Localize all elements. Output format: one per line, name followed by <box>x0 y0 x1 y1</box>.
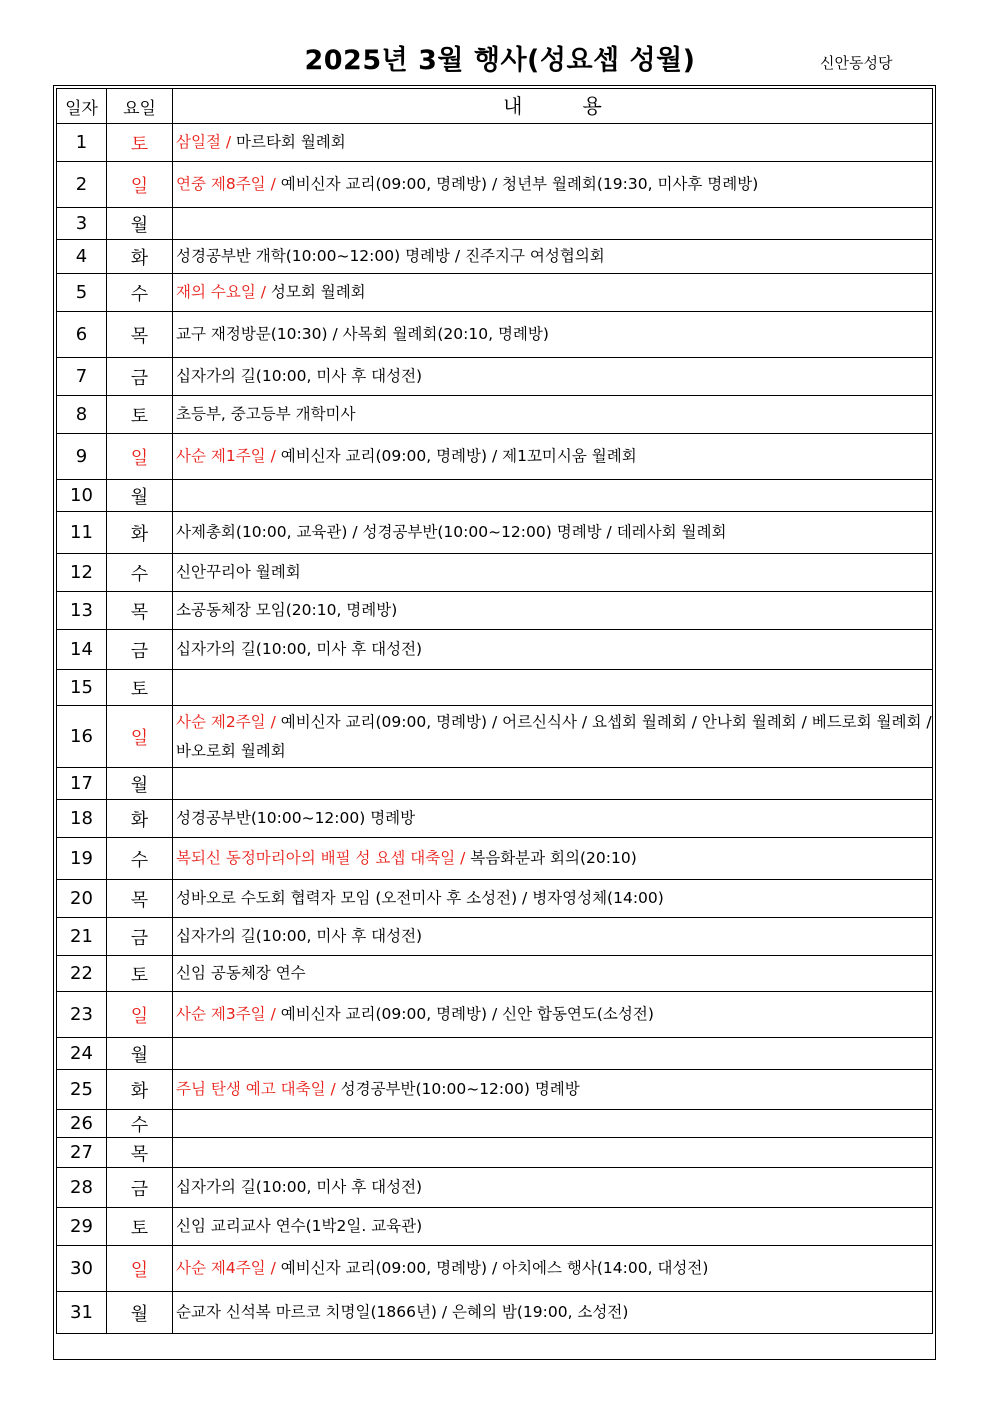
table-row <box>57 670 933 706</box>
event-cell <box>173 1110 933 1138</box>
day-cell: 15 <box>57 670 107 706</box>
day-cell: 30 <box>57 1246 107 1292</box>
liturgical-day: 사순 제4주일 / <box>176 1259 281 1277</box>
event-cell <box>173 1168 933 1208</box>
event-text: 성경공부반 개학(10:00~12:00) 명례방 / 진주지구 여성협의회 <box>176 247 605 265</box>
event-cell <box>173 1292 933 1334</box>
weekday-cell: 화 <box>107 512 173 554</box>
table-row <box>57 800 933 838</box>
event-text: 성모회 월례회 <box>270 283 366 301</box>
day-cell: 9 <box>57 434 107 480</box>
event-cell <box>173 1070 933 1110</box>
table-row <box>57 956 933 992</box>
weekday-cell: 수 <box>107 1110 173 1138</box>
day-cell: 24 <box>57 1038 107 1070</box>
day-cell: 16 <box>57 706 107 768</box>
table-row <box>57 1138 933 1168</box>
day-cell: 12 <box>57 554 107 592</box>
table-row <box>57 312 933 358</box>
event-cell <box>173 956 933 992</box>
event-cell <box>173 512 933 554</box>
header-day: 일자 <box>57 89 107 124</box>
event-cell <box>173 434 933 480</box>
event-text: 십자가의 길(10:00, 미사 후 대성전) <box>176 927 423 945</box>
event-cell <box>173 1038 933 1070</box>
table-row <box>57 434 933 480</box>
event-text: 예비신자 교리(09:00, 명례방) / 어르신식사 / 요셉회 월례회 / 안나회 월례회 / 베드로회 월례회 / 바오로회 월례회 <box>176 712 932 760</box>
event-cell <box>173 240 933 274</box>
event-text: 복음화분과 회의(20:10) <box>470 849 637 867</box>
header-content: 내용 <box>173 89 933 124</box>
table-row <box>57 1038 933 1070</box>
event-text: 성바오로 수도회 협력자 모임 (오전미사 후 소성전) / 병자영성체(14:00) <box>176 889 664 907</box>
liturgical-day: 사순 제3주일 / <box>176 1005 281 1023</box>
day-cell: 6 <box>57 312 107 358</box>
event-cell <box>173 1138 933 1168</box>
table-header-row <box>57 89 933 124</box>
event-cell <box>173 630 933 670</box>
parish-name: 신안동성당 <box>820 54 893 72</box>
table-row <box>57 162 933 208</box>
day-cell: 31 <box>57 1292 107 1334</box>
event-cell <box>173 208 933 240</box>
weekday-cell: 화 <box>107 800 173 838</box>
event-text: 신임 교리교사 연수(1박2일. 교육관) <box>176 1217 423 1235</box>
weekday-cell: 월 <box>107 1038 173 1070</box>
day-cell: 23 <box>57 992 107 1038</box>
weekday-cell: 금 <box>107 918 173 956</box>
day-cell: 1 <box>57 124 107 162</box>
day-cell: 2 <box>57 162 107 208</box>
table-row <box>57 1246 933 1292</box>
event-cell <box>173 992 933 1038</box>
weekday-cell: 토 <box>107 396 173 434</box>
weekday-cell: 화 <box>107 1070 173 1110</box>
event-text: 십자가의 길(10:00, 미사 후 대성전) <box>176 640 423 658</box>
weekday-cell: 월 <box>107 1292 173 1334</box>
table-row <box>57 838 933 880</box>
event-text: 소공동체장 모임(20:10, 명례방) <box>176 601 398 619</box>
event-cell <box>173 1208 933 1246</box>
day-cell: 26 <box>57 1110 107 1138</box>
table-row <box>57 1110 933 1138</box>
table-row <box>57 592 933 630</box>
event-cell <box>173 162 933 208</box>
liturgical-day: 사순 제1주일 / <box>176 447 281 465</box>
liturgical-day: 주님 탄생 예고 대축일 / <box>176 1080 341 1098</box>
weekday-cell: 일 <box>107 162 173 208</box>
day-cell: 21 <box>57 918 107 956</box>
weekday-cell: 금 <box>107 1168 173 1208</box>
day-cell: 27 <box>57 1138 107 1168</box>
weekday-cell: 일 <box>107 1246 173 1292</box>
day-cell: 29 <box>57 1208 107 1246</box>
table-row <box>57 554 933 592</box>
table-row <box>57 512 933 554</box>
weekday-cell: 수 <box>107 274 173 312</box>
day-cell: 19 <box>57 838 107 880</box>
weekday-cell: 화 <box>107 240 173 274</box>
table-row <box>57 880 933 918</box>
day-cell: 5 <box>57 274 107 312</box>
event-calendar-table <box>56 88 933 1334</box>
weekday-cell: 토 <box>107 956 173 992</box>
day-cell: 22 <box>57 956 107 992</box>
liturgical-day: 재의 수요일 / <box>176 283 271 301</box>
table-row <box>57 396 933 434</box>
weekday-cell: 토 <box>107 1208 173 1246</box>
event-text: 십자가의 길(10:00, 미사 후 대성전) <box>176 1178 423 1196</box>
table-body <box>57 124 933 1334</box>
liturgical-day: 연중 제8주일 / <box>176 175 281 193</box>
event-cell <box>173 800 933 838</box>
event-text: 예비신자 교리(09:00, 명례방) / 신안 합동연도(소성전) <box>280 1005 654 1023</box>
event-text: 초등부, 중고등부 개학미사 <box>176 405 356 423</box>
event-text: 예비신자 교리(09:00, 명례방) / 청년부 월례회(19:30, 미사후 명례방) <box>280 175 759 193</box>
event-cell <box>173 918 933 956</box>
day-cell: 4 <box>57 240 107 274</box>
day-cell: 25 <box>57 1070 107 1110</box>
weekday-cell: 수 <box>107 838 173 880</box>
event-cell <box>173 124 933 162</box>
weekday-cell: 토 <box>107 670 173 706</box>
table-row <box>57 208 933 240</box>
liturgical-day: 복되신 동정마리아의 배필 성 요셉 대축일 / <box>176 849 471 867</box>
table-row <box>57 274 933 312</box>
day-cell: 11 <box>57 512 107 554</box>
event-cell <box>173 358 933 396</box>
weekday-cell: 일 <box>107 992 173 1038</box>
weekday-cell: 금 <box>107 358 173 396</box>
event-cell <box>173 670 933 706</box>
table-row <box>57 768 933 800</box>
event-cell <box>173 554 933 592</box>
event-text: 마르타회 월례회 <box>236 133 346 151</box>
weekday-cell: 월 <box>107 480 173 512</box>
weekday-cell: 금 <box>107 630 173 670</box>
day-cell: 14 <box>57 630 107 670</box>
table-row <box>57 1070 933 1110</box>
event-text: 신임 공동체장 연수 <box>176 964 306 982</box>
liturgical-day: 삼일절 / <box>176 133 236 151</box>
table-row <box>57 358 933 396</box>
weekday-cell: 목 <box>107 880 173 918</box>
event-text: 신안꾸리아 월례회 <box>176 563 301 581</box>
table-row <box>57 1292 933 1334</box>
event-text: 성경공부반(10:00~12:00) 명례방 <box>176 809 416 827</box>
day-cell: 3 <box>57 208 107 240</box>
table-row <box>57 1168 933 1208</box>
table-row <box>57 706 933 768</box>
event-cell <box>173 768 933 800</box>
event-text: 순교자 신석복 마르코 치명일(1866년) / 은혜의 밤(19:00, 소성전) <box>176 1303 629 1321</box>
table-row <box>57 480 933 512</box>
table-row <box>57 630 933 670</box>
header-dow: 요일 <box>107 89 173 124</box>
weekday-cell: 일 <box>107 706 173 768</box>
day-cell: 17 <box>57 768 107 800</box>
day-cell: 18 <box>57 800 107 838</box>
table-row <box>57 124 933 162</box>
event-cell <box>173 480 933 512</box>
page-title: 2025년 3월 행사(성요셉 성월) <box>304 45 696 76</box>
event-cell <box>173 274 933 312</box>
event-text: 십자가의 길(10:00, 미사 후 대성전) <box>176 367 423 385</box>
table-row <box>57 240 933 274</box>
weekday-cell: 월 <box>107 208 173 240</box>
table-row <box>57 992 933 1038</box>
weekday-cell: 목 <box>107 1138 173 1168</box>
weekday-cell: 목 <box>107 312 173 358</box>
day-cell: 8 <box>57 396 107 434</box>
day-cell: 10 <box>57 480 107 512</box>
event-cell <box>173 1246 933 1292</box>
event-cell <box>173 880 933 918</box>
weekday-cell: 월 <box>107 768 173 800</box>
event-text: 예비신자 교리(09:00, 명례방) / 아치에스 행사(14:00, 대성전) <box>280 1259 709 1277</box>
liturgical-day: 사순 제2주일 / <box>176 712 281 731</box>
event-text: 성경공부반(10:00~12:00) 명례방 <box>340 1080 580 1098</box>
event-cell <box>173 396 933 434</box>
day-cell: 20 <box>57 880 107 918</box>
event-cell <box>173 838 933 880</box>
day-cell: 13 <box>57 592 107 630</box>
event-cell <box>173 706 933 768</box>
day-cell: 28 <box>57 1168 107 1208</box>
weekday-cell: 토 <box>107 124 173 162</box>
event-text: 사제총회(10:00, 교육관) / 성경공부반(10:00~12:00) 명례방 / 데레사회 월례회 <box>176 523 727 541</box>
event-text: 교구 재정방문(10:30) / 사목회 월례회(20:10, 명례방) <box>176 325 549 343</box>
table-row <box>57 918 933 956</box>
weekday-cell: 일 <box>107 434 173 480</box>
event-text: 예비신자 교리(09:00, 명례방) / 제1꼬미시움 월례회 <box>280 447 637 465</box>
weekday-cell: 수 <box>107 554 173 592</box>
day-cell: 7 <box>57 358 107 396</box>
weekday-cell: 목 <box>107 592 173 630</box>
event-cell <box>173 312 933 358</box>
table-row <box>57 1208 933 1246</box>
event-cell <box>173 592 933 630</box>
